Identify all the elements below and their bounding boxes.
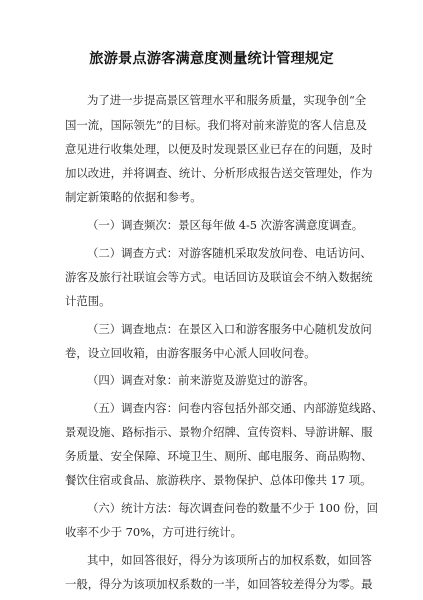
paragraph-line: （四）调查对象：前来游览及游览过的游客。 — [87, 373, 315, 387]
paragraph-line: 为了进一步提高景区管理水平和服务质量，实现争创“全 — [87, 93, 367, 107]
paragraph-line: 务质量、安全保障、环境卫生、厕所、邮电服务、商品购物、 — [65, 449, 373, 463]
paragraph-line: 卷，设立回收箱，由游客服务中心派人回收问卷。 — [65, 346, 316, 360]
paragraph-line: 一般，得分为该项加权系数的一半，如回答较差得分为零。最 — [65, 577, 373, 591]
paragraph-line: 景观设施、路标指示、景物介绍牌、宣传资料、导游讲解、服 — [65, 425, 373, 439]
paragraph-line: （五）调查内容：问卷内容包括外部交通、内部游览线路、 — [87, 401, 384, 415]
document-title: 旅游景点游客满意度测量统计管理规定 — [89, 51, 334, 67]
paragraph-line: （一）调查频次：景区每年做 4-5 次游客满意度调查。 — [87, 218, 364, 232]
paragraph-line: 收率不少于 70%，方可进行统计。 — [65, 525, 243, 539]
paragraph-line: 其中，如回答很好，得分为该项所占的加权系数，如回答 — [87, 553, 372, 567]
paragraph-line: 制定新策略的依据和参考。 — [65, 190, 202, 204]
paragraph-line: 计范围。 — [65, 294, 111, 308]
paragraph-line: 餐饮住宿或食品、旅游秩序、景物保护、总体印像共 17 项。 — [65, 473, 372, 487]
paragraph-line: 意见进行收集处理，以便及时发现景区业已存在的问题，及时 — [65, 142, 373, 156]
paragraph-line: 国一流，国际领先”的目标。我们将对前来游览的客人信息及 — [65, 118, 367, 132]
paragraph-line: （六）统计方法：每次调查问卷的数量不少于 100 份，回 — [87, 501, 378, 515]
paragraph-line: 加以改进，并将调查、统计、分析形成报告送交管理处，作为 — [65, 166, 373, 180]
paragraph-line: （二）调查方式：对游客随机采取发放问卷、电话访问、 — [87, 246, 372, 260]
paragraph-line: （三）调查地点：在景区入口和游客服务中心随机发放问 — [87, 322, 372, 336]
paragraph-line: 游客及旅行社联谊会等方式。电话回访及联谊会不纳入数据统 — [65, 270, 373, 284]
